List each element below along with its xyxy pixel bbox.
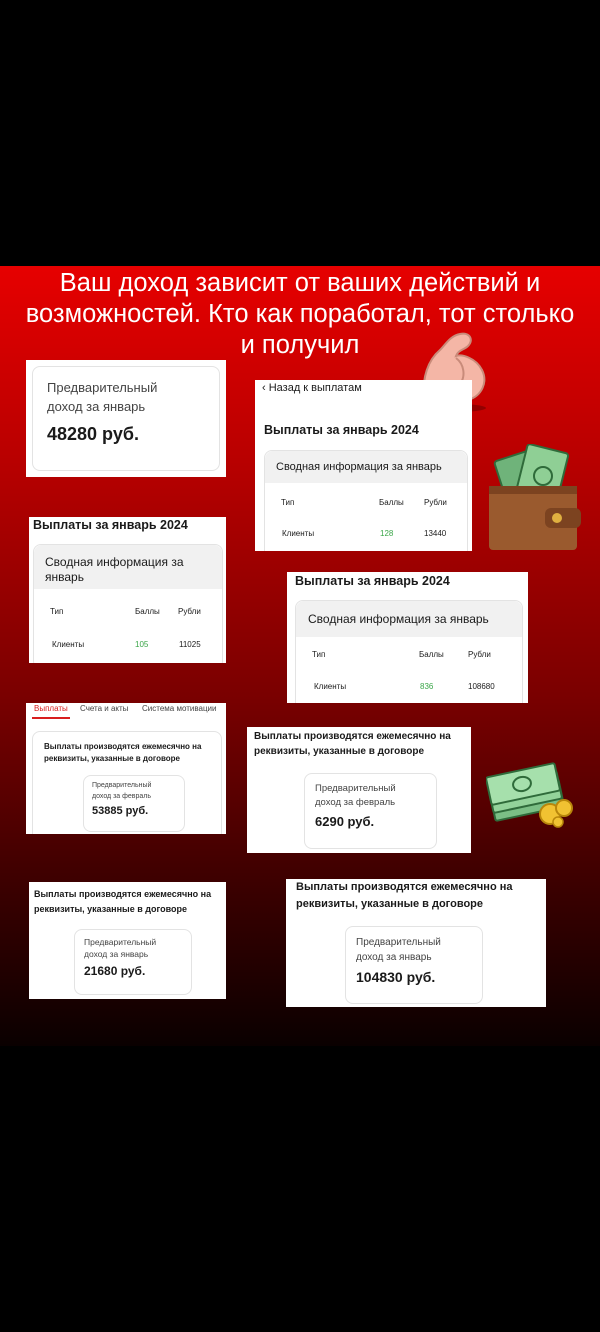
income-label-period: доход за февраль [92,793,152,800]
payouts-card-836 [287,572,528,703]
tab-payouts[interactable]: Выплаты [34,704,68,713]
col-points: Баллы [419,650,444,659]
tab-invoices[interactable]: Счета и акты [80,704,129,713]
income-label-period: доход за январь [84,949,149,959]
col-type: Тип [281,498,295,507]
row-rub: 11025 [179,640,201,649]
income-card-january-21680 [29,882,226,999]
payout-notice: Выплаты производятся ежемесячно на [296,881,513,893]
col-rub: Рубли [424,498,447,507]
row-type: Клиенты [52,640,85,649]
income-amount: 6290 руб. [315,814,375,829]
col-type: Тип [50,607,64,616]
row-rub: 108680 [468,682,495,691]
row-points: 128 [380,529,394,538]
row-points: 836 [420,682,434,691]
back-to-payouts-link[interactable] [262,382,362,394]
income-amount: 21680 руб. [84,964,146,978]
summary-title-cont: январь [45,570,84,584]
income-label: Предварительный [315,783,396,794]
payout-notice: Выплаты производятся ежемесячно на [44,742,202,751]
payouts-title: Выплаты за январь 2024 [295,574,450,588]
payout-notice-cont: реквизиты, указанные в договоре [34,904,188,914]
summary-title: Сводная информация за январь [308,612,489,626]
payout-notice-cont: реквизиты, указанные в договоре [296,898,484,910]
income-label: Предварительный [356,937,441,948]
row-rub: 13440 [424,529,447,538]
income-amount: 104830 руб. [356,969,436,985]
tab-motivation[interactable]: Система мотивации [142,704,217,713]
income-label-period: доход за январь [356,952,432,963]
income-label-period: доход за январь [47,399,146,414]
back-link-label: Назад к выплатам [268,382,362,394]
income-amount: 53885 руб. [92,805,149,817]
wallet-with-cash-icon [487,444,591,552]
payouts-title: Выплаты за январь 2024 [264,423,419,437]
payouts-card-105 [29,517,226,663]
summary-title: Сводная информация за [45,555,184,569]
income-label: Предварительный [92,782,152,789]
income-card-february [247,727,471,853]
payouts-card-128 [255,380,472,551]
col-rub: Рубли [468,650,491,659]
cash-stack-with-coins-icon [486,756,576,828]
row-points: 105 [135,640,149,649]
income-label: Предварительный [84,937,157,947]
payouts-title: Выплаты за январь 2024 [33,518,188,532]
income-label: Предварительный [47,380,158,395]
income-card-february-tabs [26,703,226,834]
payout-notice-cont: реквизиты, указанные в договоре [254,746,425,757]
col-points: Баллы [379,498,404,507]
row-type: Клиенты [282,529,315,538]
col-points: Баллы [135,607,160,616]
headline: Ваш доход зависит от ваших действий и возможностей. Кто как поработал, тот столько и получил [25,269,575,359]
income-label-period: доход за февраль [315,797,396,808]
col-rub: Рубли [178,607,201,616]
payout-notice: Выплаты производятся ежемесячно на [254,731,451,742]
payout-notice: Выплаты производятся ежемесячно на [34,889,212,899]
income-card-january-104830 [286,879,546,1007]
income-card-january [26,360,226,477]
row-type: Клиенты [314,682,347,691]
summary-title: Сводная информация за январь [276,461,442,473]
col-type: Тип [312,650,326,659]
chevron-left-icon: ‹ [262,382,269,394]
income-amount: 48280 руб. [47,424,139,444]
payout-notice-cont: реквизиты, указанные в договоре [44,754,181,763]
active-tab-indicator [32,717,70,719]
